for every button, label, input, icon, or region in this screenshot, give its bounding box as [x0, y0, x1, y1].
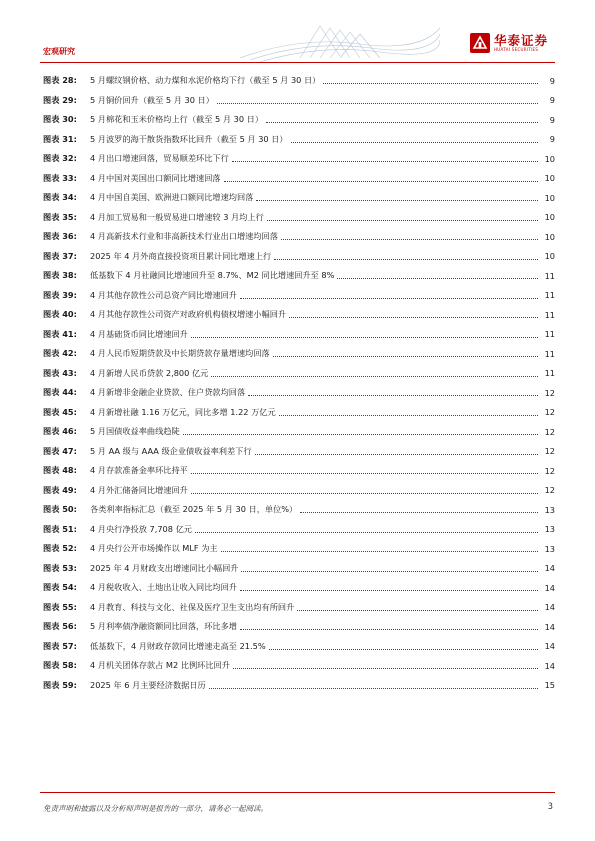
huatai-logo-icon [470, 33, 490, 53]
toc-entry[interactable] [43, 266, 555, 286]
toc-entry[interactable] [43, 461, 555, 481]
toc-entry-leader [269, 649, 538, 650]
toc-entry-title: 2025 年 6 月主要经济数据日历 [90, 679, 206, 690]
toc-entry-label: 图表 35: [43, 211, 77, 222]
toc-entry-leader [224, 181, 538, 182]
toc-entry-page: 11 [544, 329, 555, 340]
toc-entry[interactable] [43, 364, 555, 384]
toc-entry-title: 4 月机关团体存款占 M2 比例环比回升 [90, 660, 230, 671]
toc-entry-page: 12 [544, 485, 555, 496]
toc-entry-page: 10 [544, 153, 555, 164]
section-label: 宏观研究 [43, 47, 75, 56]
toc-entry-label: 图表 44: [43, 387, 77, 398]
toc-entry[interactable] [43, 149, 555, 169]
toc-entry[interactable] [43, 520, 555, 540]
toc-entry[interactable] [43, 247, 555, 267]
toc-entry-label: 图表 28: [43, 75, 77, 86]
toc-entry-title: 4 月存款准备金率环比持平 [90, 465, 188, 476]
toc-entry-title: 4 月高新技术行业和非高新技术行业出口增速均回落 [90, 231, 278, 242]
toc-entry-leader [191, 493, 538, 494]
toc-entry-title: 4 月教育、科技与文化、社保及医疗卫生支出均有所回升 [90, 601, 295, 612]
header-decoration [240, 18, 440, 62]
toc-entry[interactable] [43, 598, 555, 618]
toc-entry-page: 10 [544, 251, 555, 262]
toc-entry[interactable] [43, 383, 555, 403]
toc-entry-leader [195, 532, 538, 533]
toc-entry-page: 12 [544, 407, 555, 418]
toc-entry-page: 9 [549, 75, 555, 86]
toc-entry[interactable] [43, 110, 555, 130]
toc-entry-title: 4 月中国对美国出口额同比增速回落 [90, 172, 221, 183]
brand-name-en: HUATAI SECURITIES [494, 46, 539, 52]
toc-entry-page: 10 [544, 192, 555, 203]
toc-entry-page: 14 [544, 621, 555, 632]
toc-entry-title: 4 月基础货币同比增速回升 [90, 328, 188, 339]
toc-entry-title: 2025 年 4 月财政支出增速同比小幅回升 [90, 562, 239, 573]
toc-entry-title: 4 月其他存款性公司总资产同比增速回升 [90, 289, 237, 300]
toc-entry[interactable] [43, 403, 555, 423]
toc-entry[interactable] [43, 91, 555, 111]
toc-entry-page: 11 [544, 348, 555, 359]
toc-entry-page: 12 [544, 387, 555, 398]
toc-entry-title: 4 月央行公开市场操作以 MLF 为主 [90, 543, 218, 554]
toc-entry-leader [211, 376, 538, 377]
toc-entry-title: 4 月其他存款性公司资产对政府机构债权增速小幅回升 [90, 309, 287, 320]
toc-entry-leader [248, 395, 538, 396]
toc-entry-leader [255, 454, 538, 455]
toc-entry[interactable] [43, 130, 555, 150]
toc-entry[interactable] [43, 188, 555, 208]
toc-entry-leader [240, 590, 538, 591]
toc-entry-leader [289, 317, 538, 318]
toc-entry-title: 5 月波罗的海干散货指数环比回升（截至 5 月 30 日） [90, 133, 288, 144]
toc-entry[interactable] [43, 227, 555, 247]
toc-entry-page: 11 [544, 290, 555, 301]
toc-entry-label: 图表 34: [43, 192, 77, 203]
toc-entry-label: 图表 36: [43, 231, 77, 242]
toc-entry-leader [240, 298, 538, 299]
toc-entry-leader [209, 688, 538, 689]
toc-entry-page: 13 [544, 543, 555, 554]
toc-entry-label: 图表 47: [43, 445, 77, 456]
toc-entry-label: 图表 30: [43, 114, 77, 125]
brand-logo [470, 33, 548, 53]
toc-entry-page: 9 [549, 114, 555, 125]
toc-entry-leader [273, 356, 538, 357]
toc-entry-title: 5 月棉花和玉米价格均上行（截至 5 月 30 日） [90, 114, 264, 125]
header-divider [40, 62, 555, 63]
toc-entry-leader [240, 629, 538, 630]
toc-entry[interactable] [43, 422, 555, 442]
toc-entry-title: 4 月加工贸易和一般贸易进口增速较 3 月均上行 [90, 211, 264, 222]
toc-entry-leader [256, 200, 538, 201]
toc-entry-page: 11 [544, 309, 555, 320]
toc-entry[interactable] [43, 539, 555, 559]
toc-entry-leader [183, 434, 538, 435]
toc-entry-label: 图表 52: [43, 543, 77, 554]
toc-entry-label: 图表 48: [43, 465, 77, 476]
toc-entry-title: 4 月外汇储备同比增速回升 [90, 484, 188, 495]
toc-entry-leader [221, 551, 538, 552]
toc-entry-leader [274, 259, 538, 260]
toc-entry-label: 图表 43: [43, 367, 77, 378]
toc-entry-page: 14 [544, 660, 555, 671]
toc-entry-label: 图表 56: [43, 621, 77, 632]
toc-entry-label: 图表 32: [43, 153, 77, 164]
toc-entry-label: 图表 45: [43, 406, 77, 417]
toc-entry-leader [323, 83, 538, 84]
toc-entry-label: 图表 51: [43, 523, 77, 534]
toc-entry[interactable] [43, 656, 555, 676]
toc-entry-page: 14 [544, 582, 555, 593]
toc-entry-leader [337, 278, 538, 279]
toc-entry-title: 4 月人民币短期贷款及中长期贷款存量增速均回落 [90, 348, 270, 359]
toc-entry[interactable] [43, 617, 555, 637]
toc-entry-label: 图表 40: [43, 309, 77, 320]
toc-entry-leader [217, 103, 538, 104]
toc-entry-title: 低基数下 4 月社融同比增速回升至 8.7%、M2 同比增速回升至 8% [90, 270, 335, 281]
toc-entry-page: 14 [544, 602, 555, 613]
toc-entry-leader [232, 161, 538, 162]
toc-entry-label: 图表 50: [43, 504, 77, 515]
toc-entry-leader [191, 473, 538, 474]
toc-entry-title: 4 月新增非金融企业贷款、住户贷款均回落 [90, 387, 246, 398]
toc-entry-page: 11 [544, 368, 555, 379]
toc-entry-page: 10 [544, 212, 555, 223]
toc-entry[interactable] [43, 578, 555, 598]
toc-entry-label: 图表 54: [43, 582, 77, 593]
toc-entry-page: 13 [544, 524, 555, 535]
toc-entry-label: 图表 31: [43, 133, 77, 144]
toc-entry-leader [233, 668, 538, 669]
toc-entry[interactable] [43, 169, 555, 189]
toc-entry-label: 图表 37: [43, 250, 77, 261]
toc-entry-title: 5 月螺纹钢价格、动力煤和水泥价格均下行（截至 5 月 30 日） [90, 75, 321, 86]
toc-entry[interactable] [43, 71, 555, 91]
toc-entry-title: 4 月税收收入、土地出让收入同比均回升 [90, 582, 237, 593]
toc-entry[interactable] [43, 559, 555, 579]
toc-entry[interactable] [43, 344, 555, 364]
toc-entry-leader [267, 220, 538, 221]
toc-entry-label: 图表 58: [43, 660, 77, 671]
toc-entry-label: 图表 33: [43, 172, 77, 183]
toc-entry[interactable] [43, 500, 555, 520]
toc-entry[interactable] [43, 208, 555, 228]
toc-entry-title: 4 月中国自美国、欧洲进口额同比增速均回落 [90, 192, 254, 203]
toc-entry-title: 5 月铜价回升（截至 5 月 30 日） [90, 94, 214, 105]
toc-entry-leader [241, 571, 538, 572]
toc-entry-leader [291, 142, 538, 143]
brand-name-cn: 华泰证券 [494, 32, 549, 48]
toc-entry-label: 图表 53: [43, 562, 77, 573]
toc-entry-leader [297, 610, 538, 611]
footer-disclaimer: 免责声明和披露以及分析师声明是报告的一部分，请务必一起阅读。 [43, 804, 268, 813]
toc-entry[interactable] [43, 481, 555, 501]
toc-entry-page: 14 [544, 641, 555, 652]
toc-entry[interactable] [43, 286, 555, 306]
toc-entry-leader [300, 512, 538, 513]
toc-entry-page: 12 [544, 426, 555, 437]
figure-list [43, 71, 555, 695]
toc-entry-leader [279, 415, 538, 416]
toc-entry-label: 图表 39: [43, 289, 77, 300]
toc-entry-label: 图表 57: [43, 640, 77, 651]
toc-entry-title: 4 月新增人民币贷款 2,800 亿元 [90, 367, 209, 378]
toc-entry[interactable] [43, 325, 555, 345]
page-number: 3 [547, 802, 553, 812]
toc-entry-title: 5 月利率债净融资额同比回落，环比多增 [90, 621, 237, 632]
toc-entry-label: 图表 55: [43, 601, 77, 612]
toc-entry[interactable] [43, 637, 555, 657]
toc-entry[interactable] [43, 676, 555, 696]
toc-entry-label: 图表 46: [43, 426, 77, 437]
toc-entry-page: 12 [544, 465, 555, 476]
toc-entry-label: 图表 41: [43, 328, 77, 339]
toc-entry-page: 9 [549, 134, 555, 145]
toc-entry-title: 4 月央行净投放 7,708 亿元 [90, 523, 192, 534]
toc-entry-page: 9 [549, 95, 555, 106]
toc-entry-label: 图表 29: [43, 94, 77, 105]
toc-entry-title: 5 月国债收益率曲线趋陡 [90, 426, 180, 437]
toc-entry-title: 2025 年 4 月外商直接投资项目累计同比增速上行 [90, 250, 272, 261]
toc-entry-label: 图表 42: [43, 348, 77, 359]
toc-entry-page: 15 [544, 680, 555, 691]
toc-entry-title: 5 月 AA 级与 AAA 级企业债收益率利差下行 [90, 445, 252, 456]
toc-entry-leader [191, 337, 538, 338]
toc-entry[interactable] [43, 305, 555, 325]
toc-entry-title: 各类利率指标汇总（截至 2025 年 5 月 30 日，单位%） [90, 504, 298, 515]
toc-entry-page: 13 [544, 504, 555, 515]
page-header [0, 0, 595, 62]
toc-entry-leader [266, 122, 538, 123]
toc-entry-page: 10 [544, 173, 555, 184]
toc-entry-title: 4 月新增社融 1.16 万亿元，同比多增 1.22 万亿元 [90, 406, 276, 417]
toc-entry-leader [281, 239, 538, 240]
toc-entry-label: 图表 49: [43, 484, 77, 495]
toc-entry-title: 低基数下，4 月财政存款同比增速走高至 21.5% [90, 640, 266, 651]
toc-entry-title: 4 月出口增速回落，贸易顺差环比下行 [90, 153, 229, 164]
toc-entry-page: 12 [544, 446, 555, 457]
toc-entry[interactable] [43, 442, 555, 462]
toc-entry-page: 14 [544, 563, 555, 574]
toc-entry-label: 图表 38: [43, 270, 77, 281]
toc-entry-page: 10 [544, 231, 555, 242]
toc-entry-page: 11 [544, 270, 555, 281]
footer-divider [40, 792, 555, 793]
toc-entry-label: 图表 59: [43, 679, 77, 690]
